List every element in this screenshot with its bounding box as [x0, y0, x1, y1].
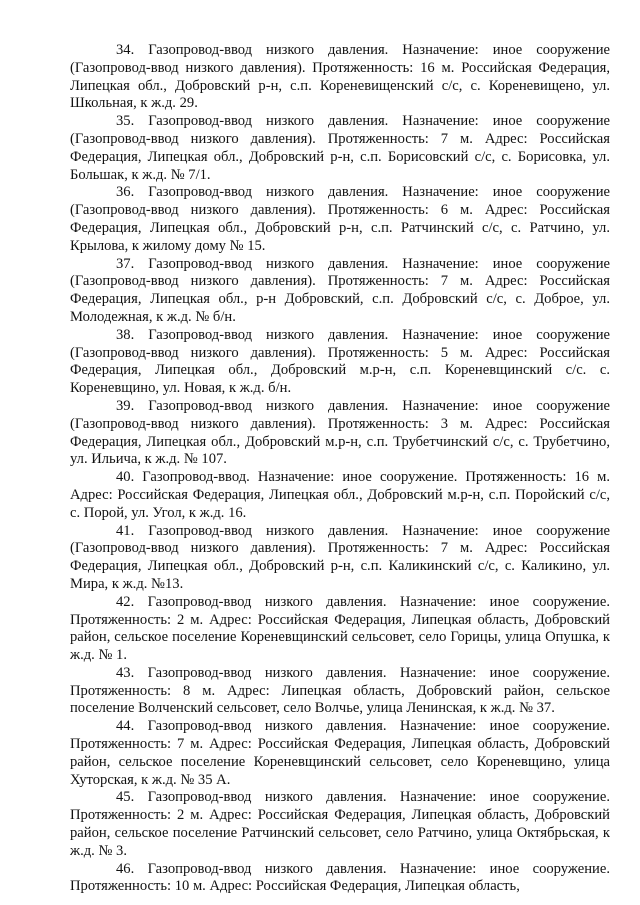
- paragraph-item-43: 43. Газопровод-ввод низкого давления. Назначение: иное сооружение. Протяженность: 8 м. Адрес: Липецкая область, Добровский район, сельское поселение Волченский сельсовет, село Волчье, улица Ленинская, к ж.д. № 37.: [70, 664, 610, 717]
- paragraph-item-34: 34. Газопровод-ввод низкого давления. Назначение: иное сооружение (Газопровод-ввод низкого давления). Протяженность: 16 м. Российская Федерация, Липецкая обл., Добровский р-н, с.п. Кореневищенский с/с, с. Кореневищено, ул. Школьная, к ж.д. 29.: [70, 42, 610, 112]
- document-page: [70, 42, 610, 896]
- paragraph-item-37: 37. Газопровод-ввод низкого давления. Назначение: иное сооружение (Газопровод-ввод низкого давления). Протяженность: 7 м. Адрес: Российская Федерация, Липецкая обл., р-н Добровский, с.п. Добровский с/с, с. Доброе, ул. Молодежная, к ж.д. № б/н.: [70, 255, 610, 325]
- paragraph-item-38: 38. Газопровод-ввод низкого давления. Назначение: иное сооружение (Газопровод-ввод низкого давления). Протяженность: 5 м. Адрес: Российская Федерация, Липецкая обл., Добровский м.р-н, с.п. Кореневщинский с/с. с. Кореневщино, ул. Новая, к ж.д. б/н.: [70, 326, 610, 397]
- paragraph-item-40: 40. Газопровод-ввод. Назначение: иное сооружение. Протяженность: 16 м. Адрес: Российская Федерация, Липецкая обл., Добровский м.р-н, с.п. Поройский с/с, с. Порой, ул. Угол, к ж.д. 16.: [70, 469, 610, 521]
- paragraph-item-42: 42. Газопровод-ввод низкого давления. Назначение: иное сооружение. Протяженность: 2 м. Адрес: Российская Федерация, Липецкая область, Добровский район, сельское поселение Кореневщинский сельсовет, село Горицы, улица Опушка, к ж.д. № 1.: [70, 593, 610, 664]
- paragraph-item-35: 35. Газопровод-ввод низкого давления. Назначение: иное сооружение (Газопровод-ввод низкого давления). Протяженность: 7 м. Адрес: Российская Федерация, Липецкая обл., Добровский р-н, с.п. Борисовский с/с, с. Борисовка, ул. Большак, к ж.д. № 7/1.: [70, 113, 610, 183]
- paragraph-item-39: 39. Газопровод-ввод низкого давления. Назначение: иное сооружение (Газопровод-ввод низкого давления). Протяженность: 3 м. Адрес: Российская Федерация, Липецкая обл., Добровский м.р-н, с.п. Трубетчинский с/с, с. Трубетчино, ул. Ильича, к ж.д. № 107.: [70, 397, 610, 468]
- paragraph-item-44: 44. Газопровод-ввод низкого давления. Назначение: иное сооружение. Протяженность: 7 м. Адрес: Российская Федерация, Липецкая область, Добровский район, сельское поселение Кореневщинский сельсовет, село Кореневщино, улица Хуторская, к ж.д. № 35 А.: [70, 718, 610, 788]
- paragraph-item-46: 46. Газопровод-ввод низкого давления. Назначение: иное сооружение. Протяженность: 10 м. Адрес: Российская Федерация, Липецкая область,: [70, 860, 610, 895]
- paragraph-item-36: 36. Газопровод-ввод низкого давления. Назначение: иное сооружение (Газопровод-ввод низкого давления). Протяженность: 6 м. Адрес: Российская Федерация, Липецкая обл., Добровский р-н, с.п. Ратчинский с/с, с. Ратчино, ул. Крылова, к жилому дому № 15.: [70, 184, 610, 254]
- paragraph-item-45: 45. Газопровод-ввод низкого давления. Назначение: иное сооружение. Протяженность: 2 м. Адрес: Российская Федерация, Липецкая область, Добровский район, сельское поселение Ратчинский сельсовет, село Ратчино, улица Октябрьская, к ж.д. № 3.: [70, 789, 610, 859]
- paragraph-item-41: 41. Газопровод-ввод низкого давления. Назначение: иное сооружение (Газопровод-ввод низкого давления). Протяженность: 7 м. Адрес: Российская Федерация, Липецкая обл., Добровский р-н, с.п. Каликинский с/с, с. Каликино, ул. Мира, к ж.д. №13.: [70, 522, 610, 592]
